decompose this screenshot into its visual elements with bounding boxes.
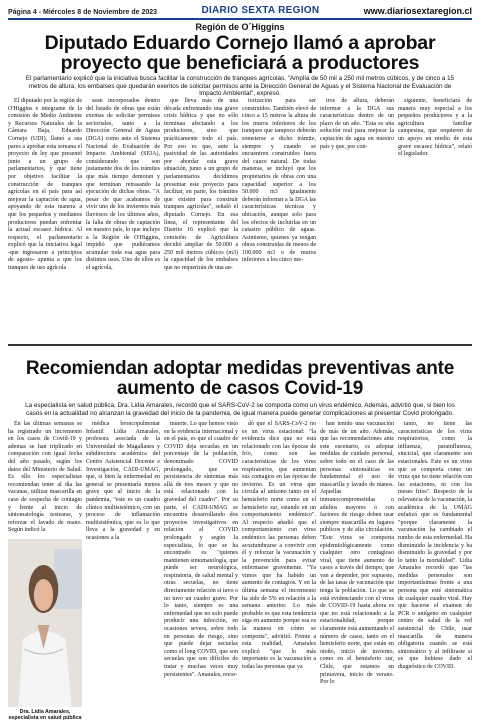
- page-header: [8, 2, 472, 16]
- article2-column: [398, 421, 472, 709]
- article1-column-text: tros de altura, deberán informar a la DGA sus características dentro de un plazo de un año. "Esta es una solución real para mejorar la captación de agua en nuestro país y que, por con-: [320, 98, 394, 150]
- website-link[interactable]: www.diariosextaregion.cl: [363, 6, 472, 16]
- article1-column: [8, 98, 82, 338]
- article1-column-text: siguiente, beneficiará de manera muy especial a los pequeños productores y a la agricultura familiar campesina, que requieren de un apoyo en medio de esta grave escasez hídrica", relató el legislador.: [398, 98, 472, 158]
- article1-column: [320, 98, 394, 338]
- article2-column: [320, 421, 394, 709]
- article1-column-text: torización para ser construidos. También elevó de cinco a 15 metros la altura de los muros inferiores de los tranques que tampoco deberán someterse a dicho trámite, siempre y cuando se encuentren construidos fuera del cauce natural. De todas maneras, se incluyó que los propietarios de obras con una capacidad superior a los 50.000 m3 igualmente deberán informar a la DGA las características técnicas y ubicación, aunque solo para los efectos de incluirlas en un catastro público de aguas. Asimismo, quienes ya tengan obras construidas de menos de 100.000 m3 o de muros inferiores a los cinco me-: [242, 98, 316, 264]
- article1-column-text: sean incorporados dentro del listado de obras que están exentas de solicitar permisos sectoriales, tanto a la Dirección General de Aguas (DGA) como ante el Sistema Nacional de Evaluación de Impacto Ambiental (SEIA), considerando que son justamente dos de los trámites que más tiempo demoran y que terminan retrasando la ejecución de dichas obras. "A pesar de que acabamos de vivir uno de los inviernos más lluviosos de los últimos años, la falta de obras de captación en nuestro país, lo que incluye a la Región de O'Higgins, impidió que pudiéramos acumular toda esa agua para distintos usos. Uno de ellos es el agrícola,: [86, 98, 160, 272]
- article2-column-text: dó que el SARS-CoV-2 no es un virus estacional: "la evidencia dice que no está relacionado con las épocas de frío, como son las características de los virus respiratorios, que aumentan sus contagios en las épocas de invierno. Es un virus que circula al unísono tanto en el hemisferio norte como en el hemisferio sur, estando en un comportamiento endémico". Al respecto añadió que el comportamiento con virus endémico las personas deben acostumbrarse a convivir con él y reforzar la vacunación y la prevención para evitar enfermarse gravemente. "Ya vimos que ha habido un aumento de contagios. Y en la última semana el incremento ha sido de 5% en relación a la semana anterior. Lo más probable es que esta tendencia siga en aumento porque esa es la manera en cómo se comporta", advirtió. Frente a esta realidad, Amarales explicó "que lo más importante es la vacunación a todas las personas que ya: [242, 421, 316, 670]
- article1-body: [8, 98, 472, 338]
- article2-deck: La especialista en salud pública, Dra. Lidia Amarales, recordó que el SARS-CoV-2 se comporta como un virus endémico. Además, advirtió que, si bien los casos en la actualidad no alcanzan la gravedad del inicio de la pandemia, de igual manera puede generar complicaciones al presentar Covid prolongado.: [25, 402, 455, 417]
- article2-column-text: médica broncopulmonar Infantil Lidia Amarales, profesora asociada de la Universidad de Magallanes y subdirectora académica del Centro Asistencial Docente e Investigación, CADI-UMAG, que, si bien la enfermedad en general se presentaría menos grave que al inicio de la pandemia, "este es un cuadro clínico multisistémico, con un proceso de inflamación multisistémica, que es lo que lleva a la gravedad y en ocasiones a la: [86, 421, 160, 541]
- photo-caption: Dra. Lidia Amarales, especialista en salud pública: [8, 708, 82, 722]
- article2-column: [242, 421, 316, 709]
- article-divider: [8, 344, 472, 346]
- header-rule: [8, 18, 472, 20]
- article1-column-text: que lleva más de una década enfrentando una grave crisis hídrica y que no sólo terminaa afectando a los productores, sino que prácticamente todo el país. Por eso es que, ante la pasividad de las autoridades por abordar esta grave situación, junto a un grupo de parlamentarios decidimos presentar este proyecto para facilitar, en parte, los trámites que existen para construir tranques agrícolas", señaló el diputado Cornejo. En esa línea, el representante del Distrito 16 explicó que la comisión de Agricultura decidió ampliar de 50.000 a 250 mil metros cúbicos (m3) la capacidad de los embalses que no requerirán de una au-: [164, 98, 238, 272]
- article1-column: [242, 98, 316, 338]
- article2-column: [86, 421, 160, 709]
- article2-column-text: tanto, no tiene las características de los virus respiratorios, como la influenza, parainfluenza, sincicial, que claramente son estacionales. Este es un virus que se comporta como un virus que no tiene relación con las estaciones, ni con los meses fríos". Respecto de la relevancia de la vacunación, la académica de la UMAG enfatizó que es fundamental "porque claramente la vacunación ha cambiado el rumbo de esta enfermedad. Ha disminuido la incidencia y ha disminuido la gravedad y por lo tanto la mortalidad". Lidia Amarales recordó que "las medidas personales son importantísimas frente a una persona que esté sintomática de cualquier cuadro viral. Hay que hacerse el examen de PCR o antígeno en cualquier centro de salud de la red asistencial de Chile, usar mascarilla de manera obligatoria cuando se está sintomático y al infiltraste si es que hubiese dado el diagnóstico de COVID.: [398, 421, 472, 670]
- section-label: Región de O´Higgins: [195, 22, 285, 32]
- article1-headline: Diputado Eduardo Cornejo llamó a aprobar proyecto que beneficiará a productores: [44, 32, 436, 74]
- article2-column: [164, 421, 238, 709]
- masthead: DIARIO SEXTA REGION: [201, 5, 320, 16]
- article1-column: [86, 98, 160, 338]
- article2-column-text: muerte. Lo que hemos visto en la evidencia internacional y en el país, es que el cuadro de COVID deja secuelas en un porcentaje de la población, denominado COVID prolongado, que es persistencia de síntomas más allá de tres meses y que no está relacionado con la gravedad del cuadro". Por su parte, el CADI-UMAG se encuentra desarrollando dos proyectos investigativos en relación al COVID prolongado y según la especialista, lo que se ha encontrado es "quienes mantienen sintomatología, que puede ser neurológica, respiratoria, de salud mental y otras secuelas, no tiene directamente relación si tuvo o no tuvo un cuadro grave. Por lo tanto, siempre es una enfermedad que no solo puede producir una infección, en ocasiones severa, sobre todo en personas de riesgo, sino que puede dejar secuelas como el long COVID, que son secuelas que son difíciles de tratar y muchas veces muy persistentes". Amarales, recor-: [164, 421, 238, 678]
- doctor-photo: [8, 539, 82, 707]
- article2-column: [8, 421, 82, 722]
- article2-column-text: En las últimas semanas se ha registrado un incremento en los casos de Covid-19 y ademas se han triplicado en comparación con igual fecha del año pasado, según los datos del Ministerio de Salud. Es ello los especialistas recomiendan tener al día las vacunas, utilizar mascarilla en caso de sospecha de contagio y frente al inicio de sintomatología testearse, y reforzar el lavado de mano. Según indicó la: [8, 421, 82, 534]
- page-date: Página 4 - Miércoles 8 de Noviembre de 2023: [8, 9, 158, 16]
- article2-headline: Recomiendan adoptar medidas preventivas ante aumento de casos Covid-19: [25, 358, 455, 399]
- article1-column: [164, 98, 238, 338]
- article2-body: [8, 421, 472, 722]
- article1-column-text: El diputado por la región de O'Higgins e integrante de la comisión de Medio Ambiente y Recursos Naturales de la Cámara Baja, Eduardo Cornejo (UDI), llamó a sus pares a aprobar esta semana el proyecto de ley que presentó junto a un grupo de parlamentarios, y que tiene por objetivo facilitar la construcción de tranques agrícolas en el país para así mejorar la captación de agua, apoyando de esta manera a que los pequeños y medianos productores puedan enfrentar la actual escasez hídrica. Al respecto, el parlamentario explicó que la iniciativa legal -que ingresaron a principios de agosto- apunta a que los tranques de uso agrícola: [8, 98, 82, 272]
- article1-column: [398, 98, 472, 338]
- article1-deck: El parlamentario explicó que la iniciativa busca facilitar la construcción de tranques agrícolas. "Amplía de 50 mil a 250 mil metros cúbicos, y de cinco a 15 metros de altura, los embalses que quedarán exentos de solicitar permisos ante la Dirección General de Aguas y el Sistema Nacional de Evaluación de Impacto Ambiental", expresó.: [25, 75, 455, 98]
- article2-column-text: han tenido una vacunación de más de un año. Además, que las recomendaciones ante este escenario, es adoptar medidas de cuidado personal, sobre todo en el caso de las personas sintomáticas es fundamental el uso de mascarilla y lavado de manos. Aquellas inmunocomprometidas o adultos mayores o con factores de riesgo deben usar siempre mascarilla en lugares públicos y de alta circulación. "Este virus se comporta epidemiológicamente como cualquier otro contagioso viral, que tiene aumento de casos a través del tiempo, que van a depender, por supuesto, de las tasas de vacunación que tenga la población. Lo que se está evidenciando con el virus de COVID-19 hasta ahora es que no está relacionado a la estacionalidad, porque claramente está aumentando el número de casos, tanto en el hemisferio norte, que están en otoño, inicio de invierno, como en el hemisferio sur, Chile, que estamos en primavera, inicio de verano. Por lo: [320, 421, 394, 686]
